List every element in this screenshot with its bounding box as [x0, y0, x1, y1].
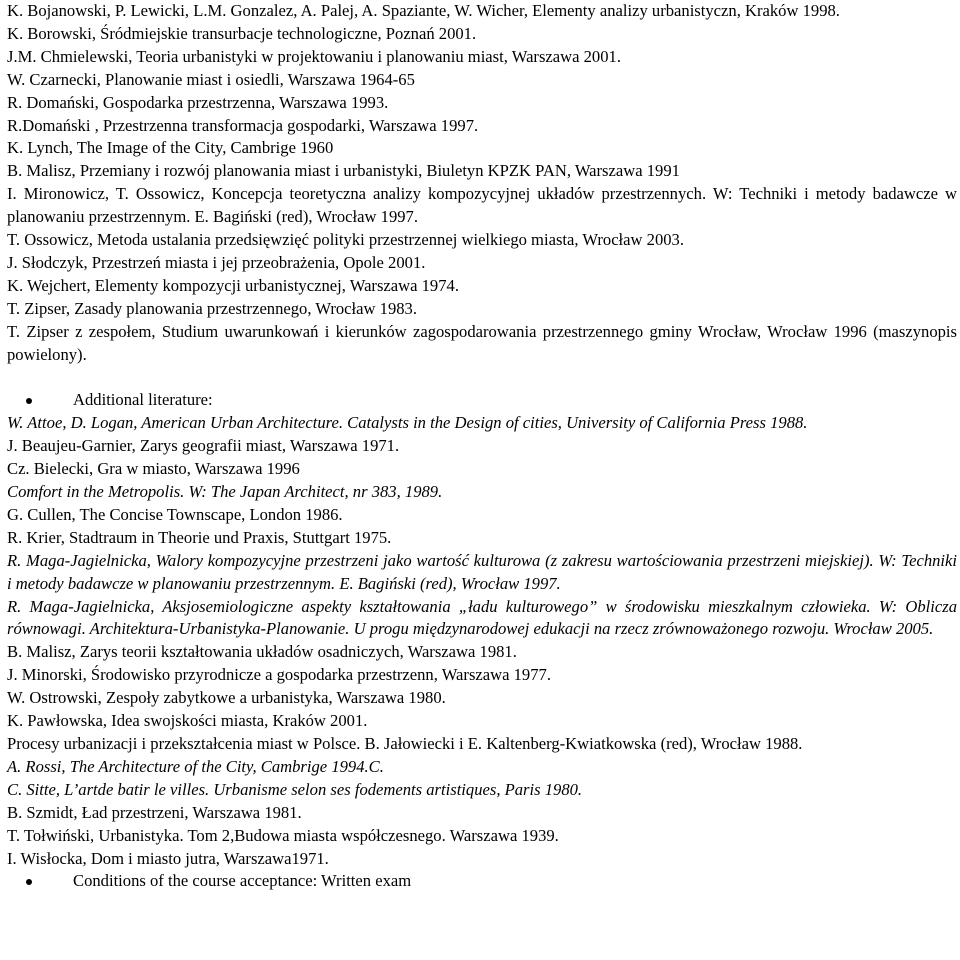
bibliography-entry: K. Pawłowska, Idea swojskości miasta, Kraków 2001. [7, 711, 368, 731]
bibliography-entry: T. Tołwiński, Urbanistyka. Tom 2,Budowa miasta współczesnego. Warszawa 1939. [7, 825, 559, 845]
additional-bibliography [7, 412, 957, 870]
bibliography-entry: K. Lynch, The Image of the City, Cambrige 1960 [7, 138, 334, 158]
bibliography-entry: Comfort in the Metropolis. W: The Japan Architect, nr 383, 1989. [7, 482, 443, 501]
bibliography-entry: R. Maga-Jagielnicka, Aksjosemiologiczne aspekty kształtowania „ładu kulturowego” w środowisku mieszkalnym człowieka. W: Oblicza równowagi. Architektura-Urbanistyka-Planowanie. U progu międzynarodowej edukacji na rzecz zrównoważonego rozwoju. Wrocław 2005. [7, 596, 957, 639]
bibliography-entry: R.Domański , Przestrzenna transformacja gospodarki, Warszawa 1997. [7, 115, 479, 135]
bibliography-entry: B. Malisz, Przemiany i rozwój planowania miast i urbanistyki, Biuletyn KPZK PAN, Warszawa 1991 [7, 161, 680, 181]
conditions-label: Conditions of the course acceptance: Written exam [73, 871, 412, 891]
bibliography-entry: J. Beaujeu-Garnier, Zarys geografii miast, Warszawa 1971. [7, 436, 400, 456]
bibliography-entry: B. Malisz, Zarys teorii kształtowania układów osadniczych, Warszawa 1981. [7, 642, 517, 662]
bibliography-entry: J.M. Chmielewski, Teoria urbanistyki w projektowaniu i planowaniu miast, Warszawa 2001. [7, 46, 621, 66]
main-bibliography [7, 0, 957, 367]
bibliography-entry: J. Minorski, Środowisko przyrodnicze a gospodarka przestrzenn, Warszawa 1977. [7, 665, 551, 685]
bibliography-entry: R. Krier, Stadtraum in Theorie und Praxis, Stuttgart 1975. [7, 527, 392, 547]
document-page [7, 0, 957, 893]
bibliography-entry: B. Szmidt, Ład przestrzeni, Warszawa 1981. [7, 802, 302, 822]
bibliography-entry: K. Borowski, Śródmiejskie transurbacje technologiczne, Poznań 2001. [7, 23, 477, 43]
conditions-heading [7, 870, 957, 893]
bibliography-entry: T. Ossowicz, Metoda ustalania przedsięwzięć polityki przestrzennej wielkiego miasta, Wrocław 2003. [7, 230, 684, 250]
bullet-icon [26, 879, 32, 885]
bibliography-entry: W. Attoe, D. Logan, American Urban Architecture. Catalysts in the Design of cities, University of California Press 1988. [7, 413, 808, 433]
bibliography-entry: R. Domański, Gospodarka przestrzenna, Warszawa 1993. [7, 92, 389, 112]
section-gap [7, 367, 957, 390]
bibliography-entry: Procesy urbanizacji i przekształcenia miast w Polsce. B. Jałowiecki i E. Kaltenberg-Kwiatkowska (red), Wrocław 1988. [7, 733, 803, 753]
bibliography-entry: Cz. Bielecki, Gra w miasto, Warszawa 1996 [7, 459, 300, 479]
bibliography-entry: K. Wejchert, Elementy kompozycji urbanistycznej, Warszawa 1974. [7, 275, 459, 295]
bibliography-entry: I. Mironowicz, T. Ossowicz, Koncepcja teoretyczna analizy kompozycyjnej układów przestrzennych. W: Techniki i metody badawcze w planowaniu przestrzennym. E. Bagiński (red), Wrocław 1997. [7, 184, 957, 227]
bibliography-entry: J. Słodczyk, Przestrzeń miasta i jej przeobrażenia, Opole 2001. [7, 252, 426, 272]
bibliography-entry: I. Wisłocka, Dom i miasto jutra, Warszawa1971. [7, 848, 329, 868]
bibliography-entry: T. Zipser, Zasady planowania przestrzennego, Wrocław 1983. [7, 298, 417, 318]
bullet-icon [26, 398, 32, 404]
bibliography-entry: T. Zipser z zespołem, Studium uwarunkowań i kierunków zagospodarowania przestrzennego gminy Wrocław, Wrocław 1996 (maszynopis powielony). [7, 321, 957, 364]
bibliography-entry: W. Ostrowski, Zespoły zabytkowe a urbanistyka, Warszawa 1980. [7, 688, 446, 708]
bibliography-entry: G. Cullen, The Concise Townscape, London 1986. [7, 504, 343, 524]
bibliography-entry: C. Sitte, L’artde batir le villes. Urbanisme selon ses fodements artistiques, Paris 1980. [7, 779, 583, 799]
bibliography-entry: R. Maga-Jagielnicka, Walory kompozycyjne przestrzeni jako wartość kulturowa (z zakresu wartościowania przestrzeni miejskiej). W: Techniki i metody badawcze w planowaniu przestrzennym. E. Bagiński (red), Wrocław 1997. [7, 550, 957, 593]
bibliography-entry: W. Czarnecki, Planowanie miast i osiedli, Warszawa 1964-65 [7, 69, 415, 89]
additional-literature-label: Additional literature: [73, 390, 213, 410]
bibliography-entry: A. Rossi, The Architecture of the City, Cambrige 1994.C. [7, 756, 384, 776]
bibliography-entry: K. Bojanowski, P. Lewicki, L.M. Gonzalez, A. Palej, A. Spaziante, W. Wicher, Elementy analizy urbanistyczn, Kraków 1998. [7, 1, 840, 20]
additional-literature-heading [7, 389, 957, 412]
